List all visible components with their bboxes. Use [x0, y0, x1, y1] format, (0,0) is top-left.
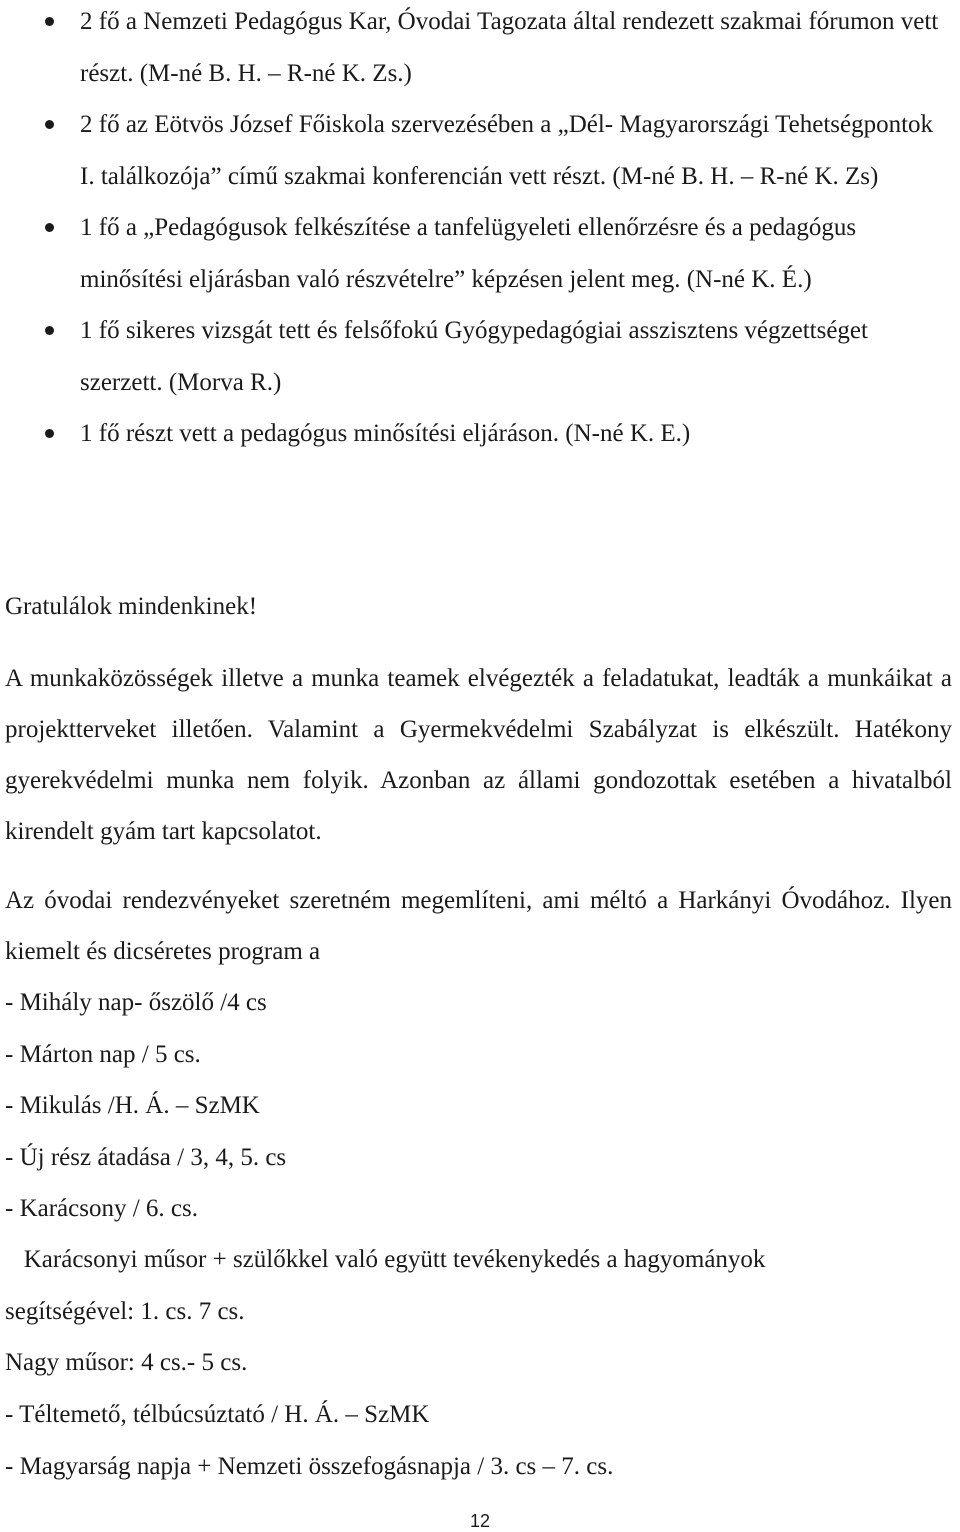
list-item-text: 2 fő a Nemzeti Pedagógus Kar, Óvodai Tagozata által rendezett szakmai fórumon vett részt. (M-né B. H. – R-né K. Zs.) [80, 8, 939, 87]
list-item [0, 99, 960, 202]
list-item-text: 1 fő részt vett a pedagógus minősítési eljáráson. (N-né K. E.) [80, 420, 691, 447]
bullet-icon [45, 120, 54, 129]
event-line: - Mikulás /H. Á. – SzMK [5, 1092, 260, 1119]
list-item-text: 1 fő a „Pedagógusok felkészítése a tanfelügyeleti ellenőrzésre és a pedagógus minősítési eljárásban való részvételre” képzésen jelent meg. (N-né K. É.) [80, 214, 857, 293]
list-item [0, 0, 960, 99]
event-line: - Mihály nap- őszölő /4 cs [5, 989, 267, 1016]
bullet-icon [45, 326, 54, 335]
page-number: 12 [469, 1511, 491, 1531]
list-item [0, 202, 960, 305]
achievement-list [0, 0, 960, 460]
event-line: Karácsonyi műsor + szülőkkel való együtt tevékenykedés a hagyományok [5, 1246, 766, 1273]
paragraph-events-intro: Az óvodai rendezvényeket szeretném megemlíteni, ami méltó a Harkányi Óvodához. Ilyen kiemelt és dicséretes program a [5, 887, 952, 965]
list-item-text: 2 fő az Eötvös József Főiskola szervezésében a „Dél- Magyarországi Tehetségpontok I. találkozója” című szakmai konferencián vett részt. (M-né B. H. – R-né K. Zs) [80, 111, 934, 190]
event-line: Nagy műsor: 4 cs.- 5 cs. [5, 1349, 248, 1376]
list-item [0, 408, 960, 460]
paragraph-workgroups: A munkaközösségek illetve a munka teamek elvégezték a feladatukat, leadták a munkáikat a projektterveket illetően. Valamint a Gyermekvédelmi Szabályzat is elkészült. Hatékony gyerekvédelmi munka nem folyik. Azonban az állami gondozottak esetében a hivatalból kirendelt gyám tart kapcsolatot. [5, 665, 952, 845]
congratulation-line: Gratulálok mindenkinek! [5, 593, 258, 620]
bullet-icon [45, 429, 54, 438]
bullet-icon [45, 17, 54, 26]
event-line: - Téltemető, télbúcsúztató / H. Á. – SzMK [5, 1401, 430, 1428]
bullet-icon [45, 223, 54, 232]
list-item-text: 1 fő sikeres vizsgát tett és felsőfokú Gyógypedagógiai asszisztens végzettséget szerzett. (Morva R.) [80, 317, 868, 396]
event-line: - Karácsony / 6. cs. [5, 1195, 198, 1222]
event-line: - Márton nap / 5 cs. [5, 1041, 201, 1068]
event-line: - Új rész átadása / 3, 4, 5. cs [5, 1144, 287, 1171]
event-line: segítségével: 1. cs. 7 cs. [5, 1298, 245, 1325]
event-line: - Magyarság napja + Nemzeti összefogásnapja / 3. cs – 7. cs. [5, 1453, 614, 1480]
list-item [0, 305, 960, 408]
